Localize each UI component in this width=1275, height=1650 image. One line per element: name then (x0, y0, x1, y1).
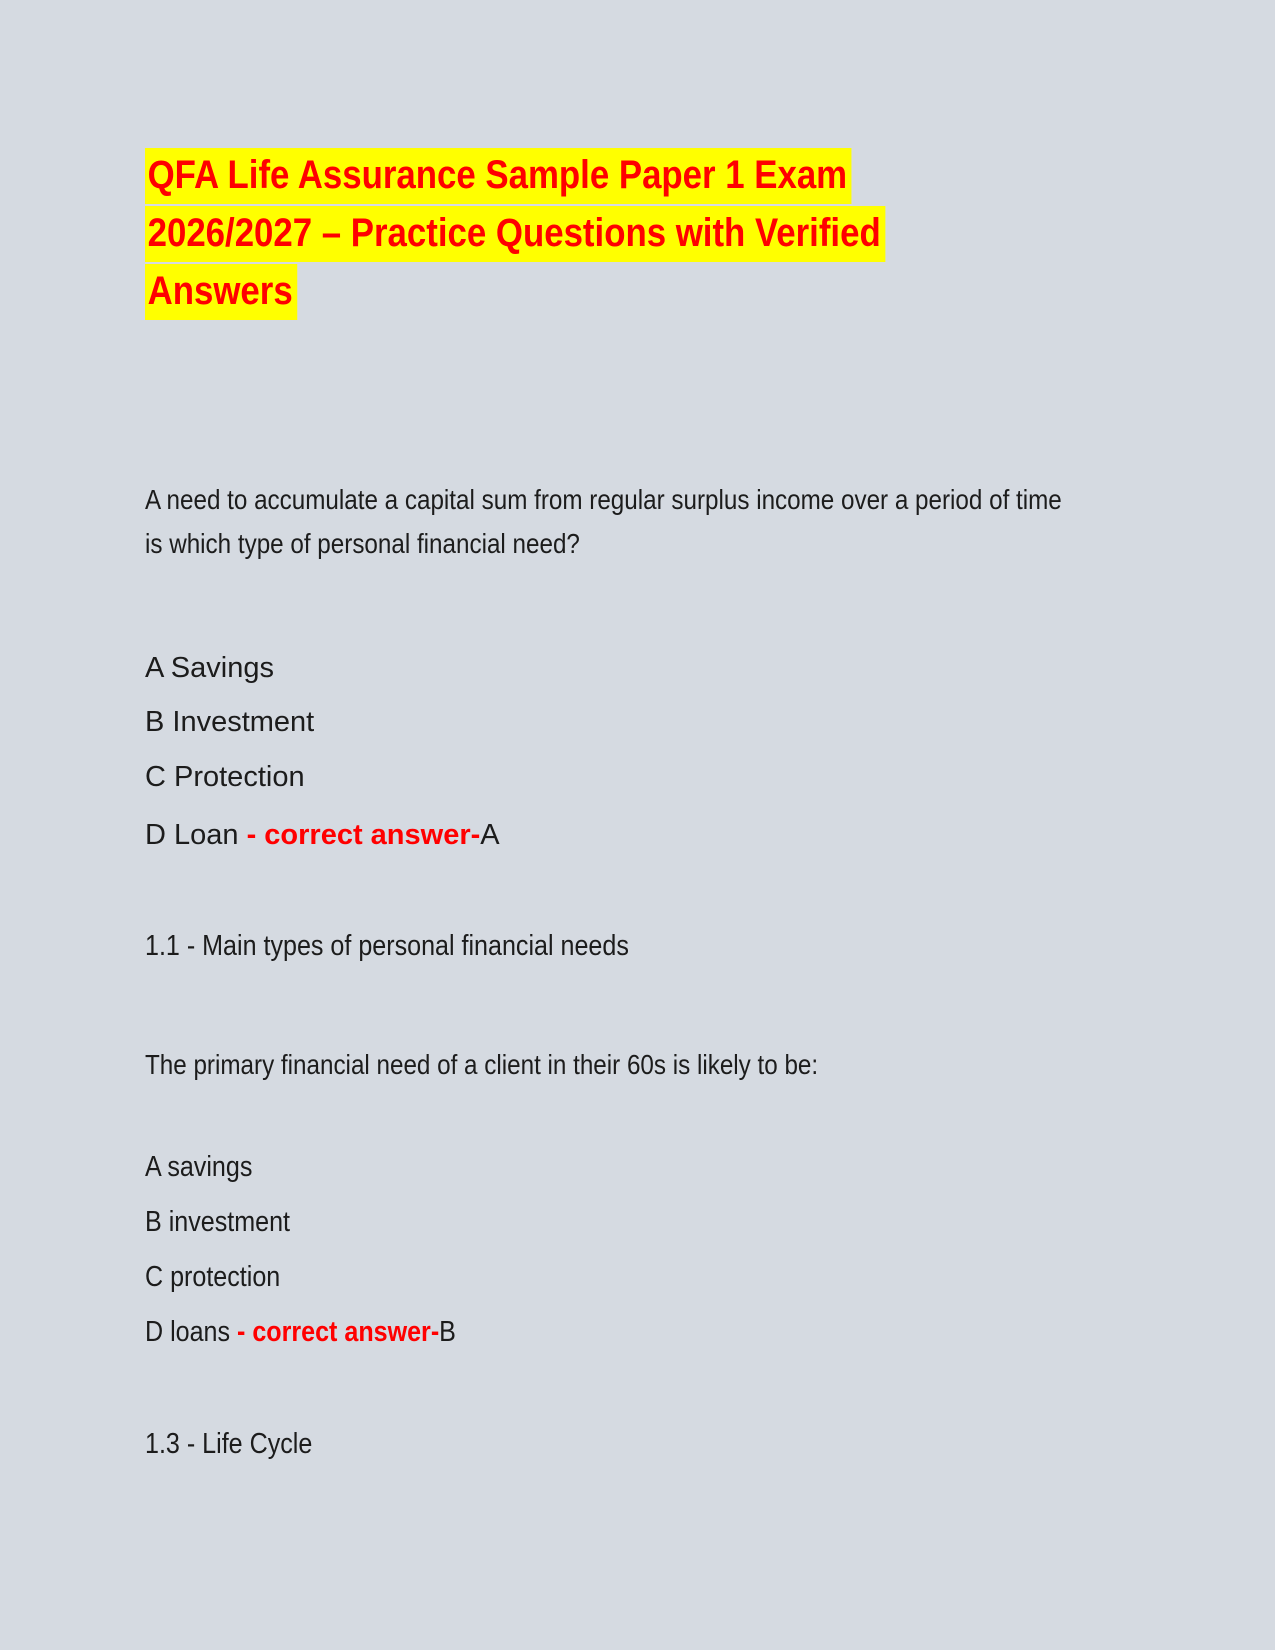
question-2-option-a: A savings (145, 1151, 253, 1183)
question-1-option-d: D Loan (145, 819, 239, 851)
question-2-option-b: B investment (145, 1206, 291, 1238)
question-1-option-a: A Savings (145, 652, 274, 684)
question-2-option-d-line (145, 1317, 1165, 1347)
title-line-2: 2026/2027 – Practice Questions with Verified (145, 206, 885, 262)
question-1-option-d-line (145, 820, 1165, 850)
question-1-option-b: B Investment (145, 706, 315, 738)
correct-answer-marker: - correct answer- (246, 819, 481, 851)
question-1-option-c: C Protection (145, 761, 305, 793)
question-2-correct-answer: B (439, 1316, 456, 1348)
section-heading-1-3: 1.3 - Life Cycle (145, 1428, 313, 1460)
question-2-option-d: D loans (145, 1316, 231, 1348)
title-line-3: Answers (145, 264, 297, 320)
question-1-text: A need to accumulate a capital sum from regular surplus income over a period of time is which type of personal financial need? (145, 484, 1062, 559)
correct-answer-marker: - correct answer- (237, 1316, 440, 1348)
document-title (145, 148, 1165, 320)
question-2-option-c: C protection (145, 1261, 281, 1293)
question-2-text: The primary financial need of a client in their 60s is likely to be: (145, 1049, 819, 1080)
section-heading-1-1: 1.1 - Main types of personal financial needs (145, 930, 629, 962)
question-1-correct-answer: A (480, 819, 500, 851)
title-line-1: QFA Life Assurance Sample Paper 1 Exam (145, 148, 851, 204)
